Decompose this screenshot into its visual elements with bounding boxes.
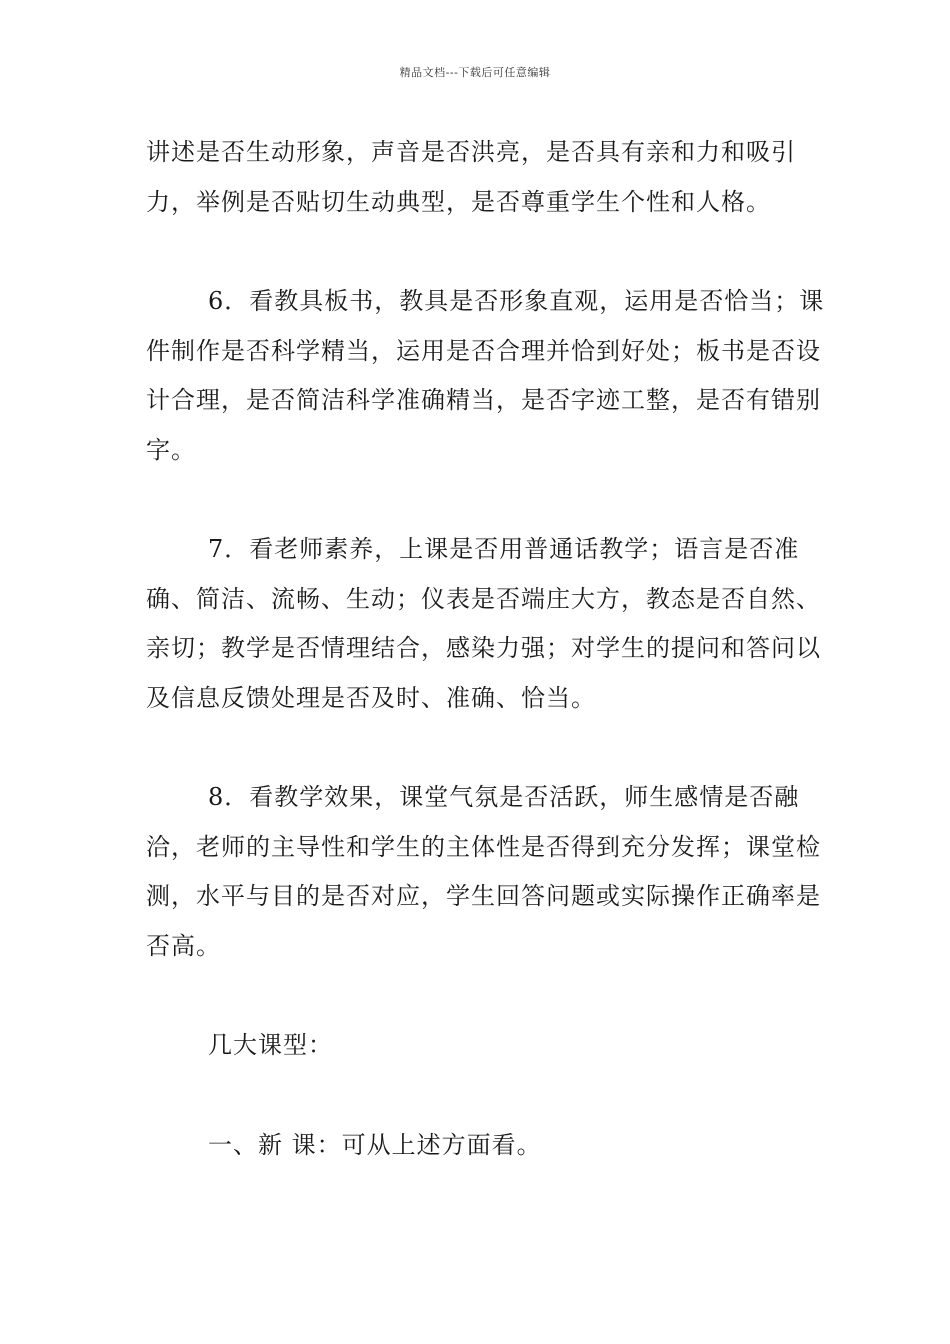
paragraph-continuation: 讲述是否生动形象，声音是否洪亮，是否具有亲和力和吸引力，举例是否贴切生动典型，是否尊重学生个性和人格。 — [146, 138, 796, 216]
section-heading-lesson-types: 几大课型： — [208, 1031, 333, 1059]
paragraph-item-8: 8．看教学效果，课堂气氛是否活跃，师生感情是否融洽，老师的主导性和学生的主体性是否得到充分发挥；课堂检测，水平与目的是否对应，学生回答问题或实际操作正确率是否高。 — [146, 783, 821, 960]
document-body — [146, 128, 836, 1170]
paragraph-item-7: 7．看老师素养，上课是否用普通话教学；语言是否准确、简洁、流畅、生动；仪表是否端庄大方，教态是否自然、亲切；教学是否情理结合，感染力强；对学生的提问和答问以及信息反馈处理是否及时、准确、恰当。 — [146, 535, 821, 712]
paragraph-item-6: 6．看教具板书，教具是否形象直观，运用是否恰当；课件制作是否科学精当，运用是否合理并恰到好处；板书是否设计合理，是否简洁科学准确精当，是否字迹工整，是否有错别字。 — [146, 287, 825, 464]
paragraph-new-lesson: 一、新 课：可从上述方面看。 — [208, 1130, 542, 1159]
page-header: 精品文档---下载后可任意编辑 — [399, 66, 551, 79]
